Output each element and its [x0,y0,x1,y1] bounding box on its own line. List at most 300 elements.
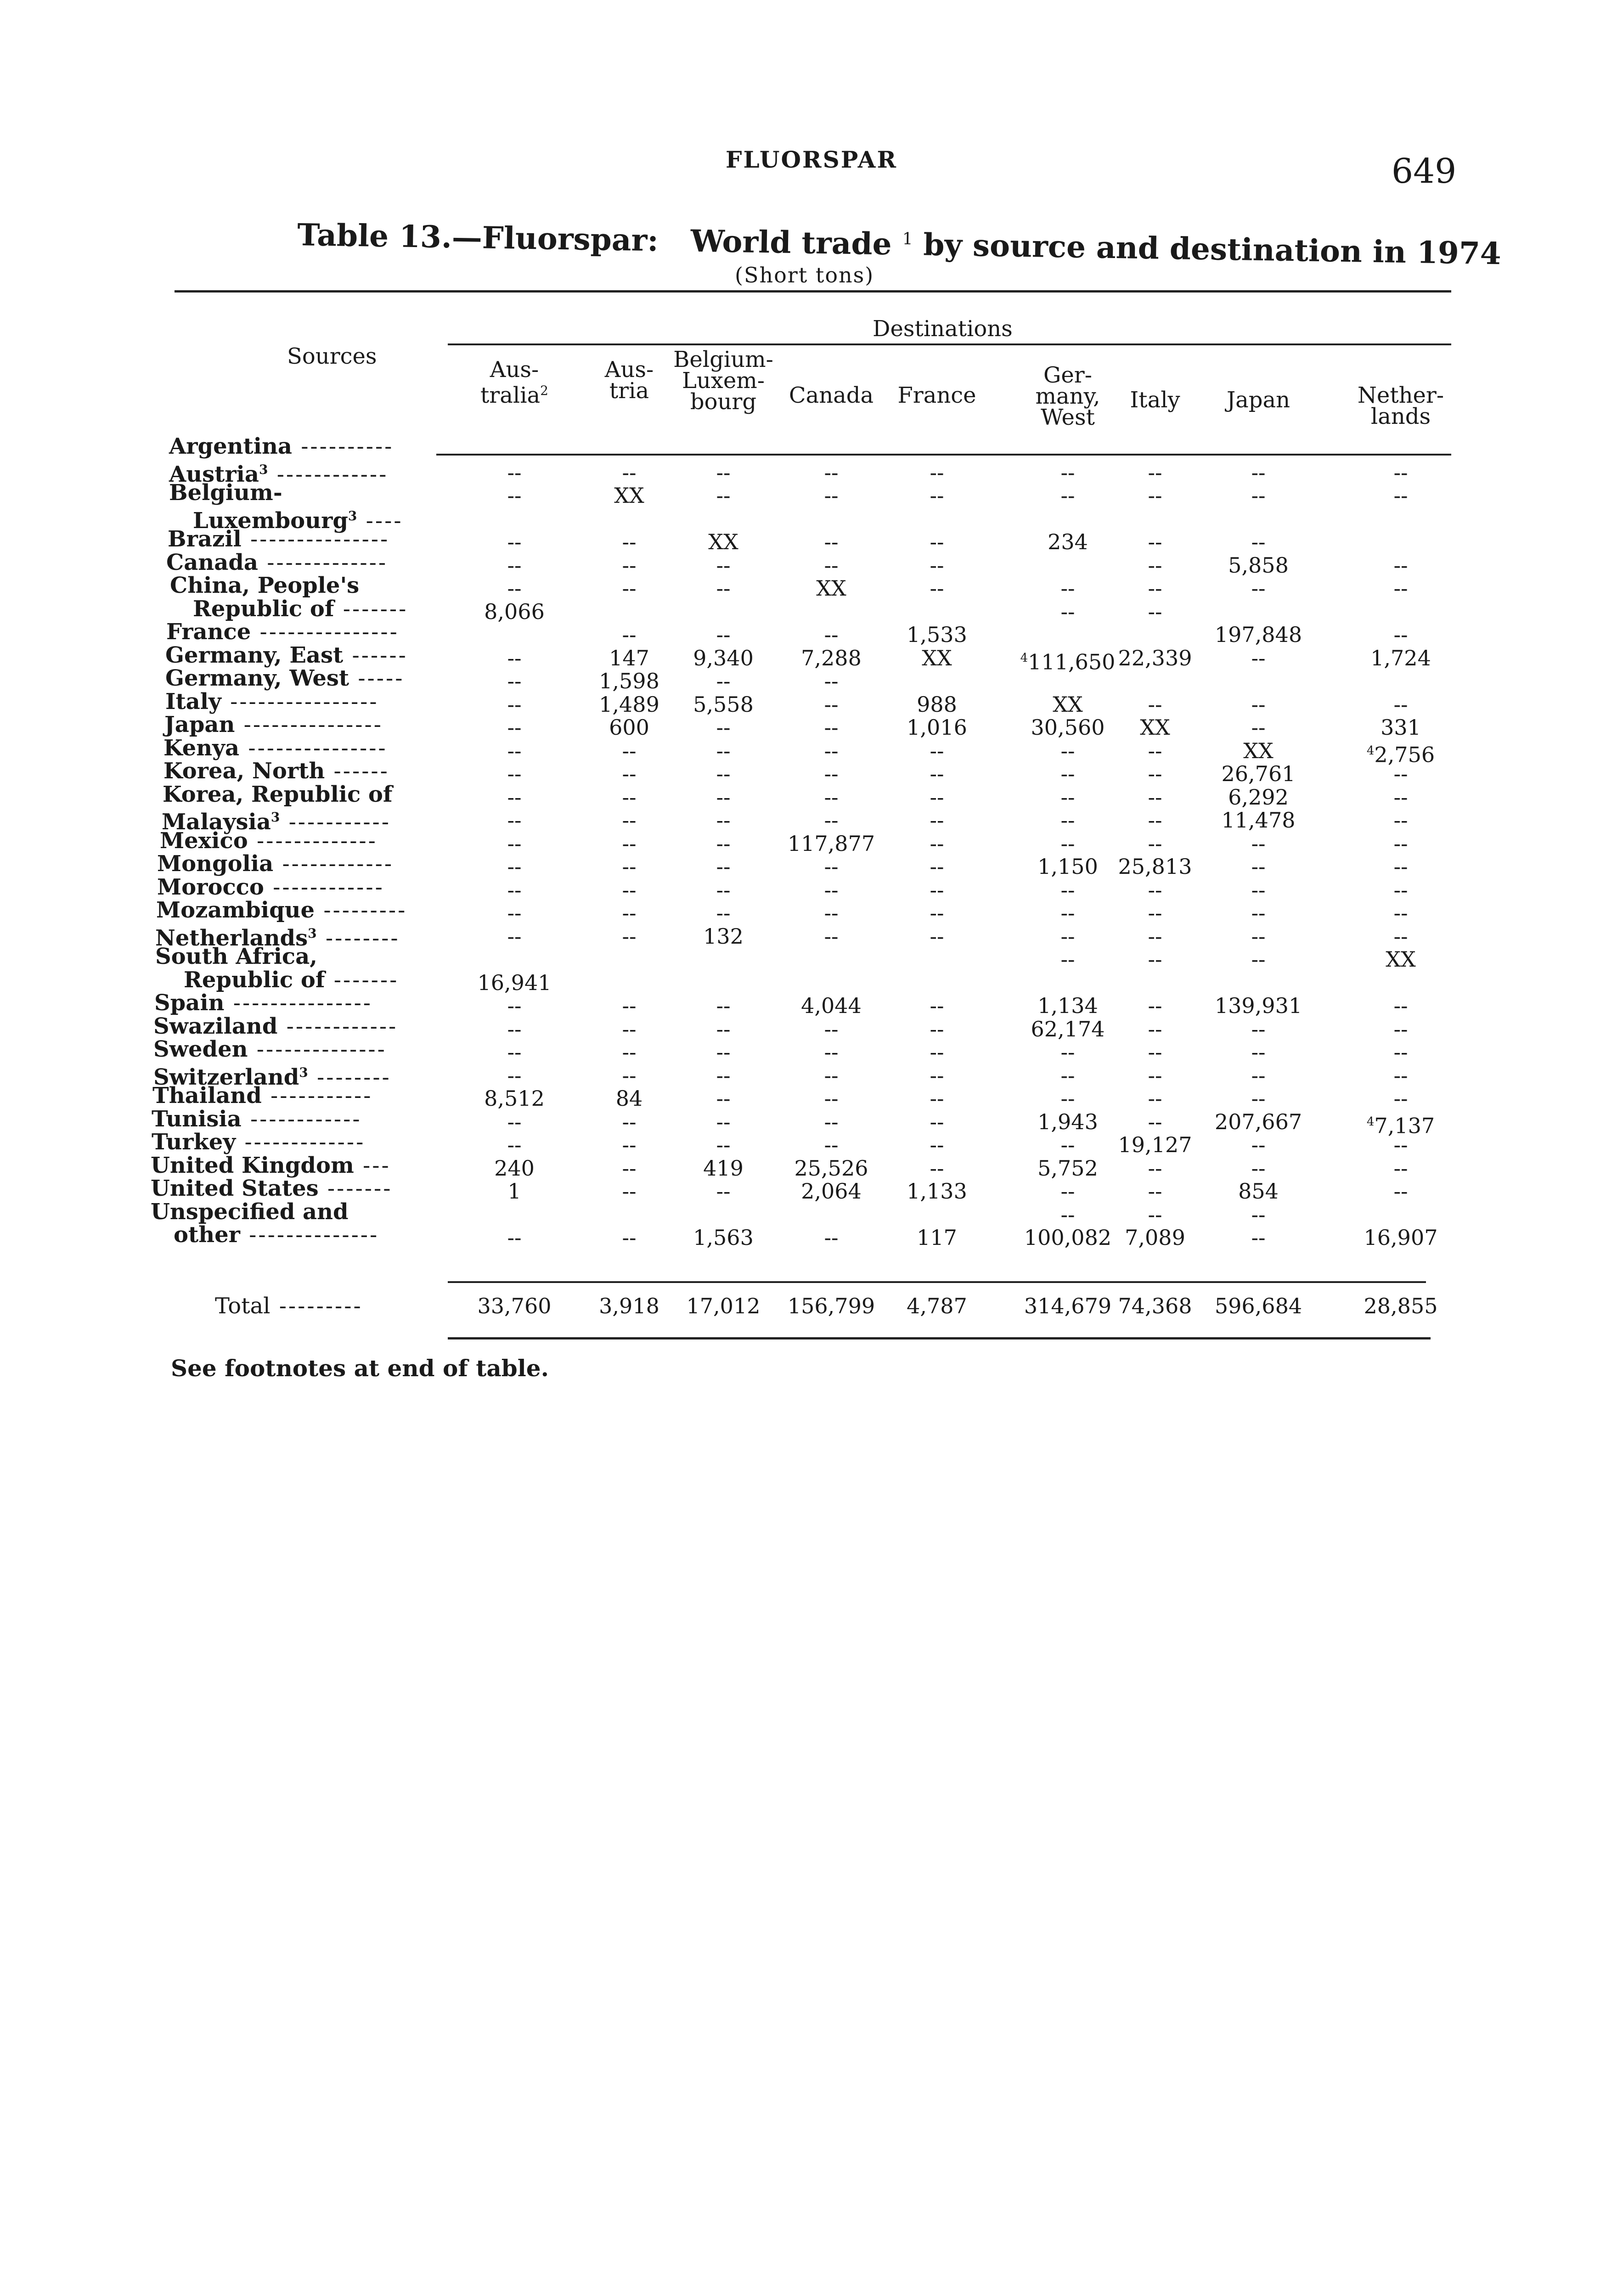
table-cell: -- [622,622,637,647]
row-label: Total --------- [215,1293,363,1319]
table-cell: -- [716,1086,731,1111]
table-title-footnote: 1 [902,229,913,249]
table-cell: -- [716,715,731,740]
table-cell: -- [1251,646,1266,670]
table-cell: -- [716,993,731,1018]
row-label: Republic of ------- [184,967,399,993]
table-cell: -- [1251,715,1266,740]
table-cell: XX [1140,715,1170,740]
table-cell: -- [507,1109,522,1134]
table-cell: -- [1060,947,1075,972]
table-cell: -- [622,1017,637,1041]
table-cell: -- [622,808,637,833]
table-cell: -- [1148,483,1162,508]
table-cell: -- [507,646,522,670]
table-cell: -- [1393,831,1408,856]
table-cell: -- [1060,808,1075,833]
row-label: Korea, North ------ [163,758,389,784]
sources-header: Sources [287,343,377,369]
table-cell: -- [622,1040,637,1064]
table-cell: -- [1148,785,1162,810]
table-cell: -- [507,993,522,1018]
table-cell: -- [716,854,731,879]
table-cell: 4,044 [801,993,862,1018]
row-label: Luxembourg$^3$ ---- [193,508,403,534]
table-cell: -- [716,831,731,856]
table-cell: -- [1251,831,1266,856]
table-cell: -- [1393,1179,1408,1204]
table-cell: 1,016 [907,715,967,740]
table-cell: $^4$2,756 [1366,742,1435,767]
table-cell: 6,292 [1228,785,1289,810]
table-cell: $^4$111,650 [1020,649,1116,675]
row-label: Japan --------------- [164,712,383,737]
table-cell: -- [622,831,637,856]
row-label: South Africa, [155,944,317,969]
table-cell: 234 [1048,529,1088,554]
table-cell: 988 [917,692,957,717]
table-cell: -- [824,878,839,902]
table-cell: -- [1148,1086,1162,1111]
table-cell: -- [930,1017,944,1041]
table-cell: -- [507,878,522,902]
table-cell: -- [1251,1086,1266,1111]
table-cell: -- [1060,831,1075,856]
table-cell: XX [922,646,952,670]
table-cell: -- [824,715,839,740]
table-cell: -- [1251,483,1266,508]
table-cell: -- [1251,529,1266,554]
table-cell: -- [1393,1040,1408,1064]
rule-top [175,290,1451,293]
table-cell: 22,339 [1118,646,1192,670]
table-cell: -- [1060,878,1075,902]
running-head: FLUORSPAR [725,146,898,173]
table-cell: -- [622,738,637,763]
table-cell: -- [1251,1225,1266,1250]
table-cell: 1 [507,1179,521,1204]
table-cell: -- [1060,738,1075,763]
table-cell: -- [1148,576,1162,601]
table-cell: -- [824,483,839,508]
table-cell: -- [1148,924,1162,949]
table-cell: 7,089 [1125,1225,1185,1250]
table-cell: -- [824,1109,839,1134]
table-cell: 419 [703,1156,744,1181]
table-cell: -- [1060,1179,1075,1204]
table-cell: -- [824,785,839,810]
table-cell: 16,907 [1364,1225,1438,1250]
table-cell: -- [507,715,522,740]
table-cell: 1,598 [599,669,659,693]
table-cell: -- [716,483,731,508]
table-cell: 139,931 [1214,993,1302,1018]
row-label: Switzerland$^3$ -------- [153,1064,391,1090]
row-label: Turkey ------------- [152,1129,366,1155]
table-cell: -- [930,553,944,578]
table-cell: -- [1060,1040,1075,1064]
table-cell: -- [930,831,944,856]
table-cell: -- [1060,1086,1075,1111]
table-cell: -- [1148,553,1162,578]
table-cell: 1,533 [907,622,967,647]
table-cell: -- [622,553,637,578]
page-number: 649 [1392,152,1457,191]
table-cell: 16,941 [477,970,552,995]
table-cell: -- [1393,622,1408,647]
column-header: Ger- many, West [1035,362,1100,430]
table-cell: -- [507,1063,522,1088]
table-cell: -- [930,1109,944,1134]
column-header: Canada [789,383,874,408]
row-label: Canada ------------- [166,550,388,575]
row-label: Unspecified and [151,1199,349,1225]
table-cell: -- [507,483,522,508]
table-cell: -- [507,761,522,786]
table-cell: 156,799 [787,1294,875,1318]
row-label: United Kingdom --- [151,1153,391,1178]
rule-destinations [448,343,1451,345]
table-cell: -- [1060,900,1075,925]
row-label: Sweden -------------- [153,1036,387,1062]
row-label: China, People's [170,573,360,598]
table-cell: 84 [615,1086,643,1111]
table-cell: -- [1393,878,1408,902]
table-cell: -- [1251,900,1266,925]
table-cell: -- [622,576,637,601]
table-cell: -- [824,738,839,763]
row-label: Mexico ------------- [160,828,378,854]
table-cell: -- [1393,1063,1408,1088]
table-cell: -- [1148,1063,1162,1088]
table-cell: 1,724 [1370,646,1431,670]
table-cell: -- [1060,599,1075,624]
table-cell: -- [824,460,839,485]
table-cell: 7,288 [801,646,862,670]
table-cell: -- [824,1017,839,1041]
table-cell: -- [507,1040,522,1064]
table-cell: 147 [609,646,649,670]
table-cell: -- [1393,924,1408,949]
table-cell: 30,560 [1031,715,1105,740]
table-cell: -- [716,553,731,578]
table-cell: -- [507,854,522,879]
table-cell: 9,340 [693,646,754,670]
table-cell: -- [1148,947,1162,972]
table-cell: -- [930,483,944,508]
table-cell: -- [1060,924,1075,949]
table-cell: -- [1148,1109,1162,1134]
table-cell: -- [1251,460,1266,485]
table-cell: -- [1393,460,1408,485]
rule-bottom [448,1337,1431,1339]
table-cell: -- [507,1225,522,1250]
table-cell: -- [930,738,944,763]
table-cell: -- [716,1179,731,1204]
row-label: Tunisia ------------ [152,1106,362,1132]
table-cell: XX [1243,738,1274,763]
table-cell: -- [507,576,522,601]
row-label: Morocco ------------ [157,874,384,900]
table-cell: -- [622,878,637,902]
table-cell: 4,787 [907,1294,967,1318]
table-cell: -- [1393,483,1408,508]
table-cell: 25,526 [794,1156,868,1181]
table-cell: 207,667 [1214,1109,1302,1134]
table-cell: 2,064 [801,1179,862,1204]
table-cell: -- [1060,1202,1075,1227]
table-cell: -- [716,785,731,810]
table-cell: -- [716,1017,731,1041]
destinations-header: Destinations [873,316,1013,342]
table-cell: 1,563 [693,1225,754,1250]
table-cell: 117,877 [787,831,875,856]
table-cell: -- [507,900,522,925]
table-cell: -- [507,529,522,554]
table-cell: -- [824,808,839,833]
table-cell: -- [930,1063,944,1088]
table-cell: -- [1060,761,1075,786]
table-cell: 62,174 [1031,1017,1105,1041]
row-label: Belgium- [169,480,282,506]
table-cell: 8,066 [484,599,545,624]
table-cell: -- [1148,993,1162,1018]
table-cell: -- [930,529,944,554]
table-cell: -- [1251,576,1266,601]
table-cell: -- [622,1225,637,1250]
table-cell: -- [930,460,944,485]
row-label: Malaysia$^3$ ----------- [162,809,391,835]
table-cell: 28,855 [1364,1294,1438,1318]
row-label: Argentina ---------- [169,433,394,459]
table-cell: -- [824,669,839,693]
table-cell: -- [507,808,522,833]
table-units: (Short tons) [735,263,874,287]
table-cell: -- [1148,1202,1162,1227]
table-cell: -- [716,738,731,763]
table-cell: -- [1393,854,1408,879]
table-cell: -- [622,924,637,949]
table-cell: -- [1148,831,1162,856]
table-cell: -- [824,692,839,717]
table-cell: -- [930,785,944,810]
row-label: Kenya --------------- [163,735,388,761]
table-cell: 5,752 [1037,1156,1098,1181]
table-cell: -- [1393,808,1408,833]
column-header: Italy [1130,387,1180,413]
table-cell: -- [1148,878,1162,902]
table-cell: -- [716,761,731,786]
table-title-rest: by source and destination in 1974 [923,226,1502,272]
table-cell: -- [1393,576,1408,601]
row-label: Italy ---------------- [165,689,379,715]
table-cell: 3,918 [599,1294,659,1318]
table-cell: XX [614,483,644,508]
table-cell: 117 [917,1225,957,1250]
table-cell: -- [930,993,944,1018]
table-cell: -- [930,878,944,902]
column-header: Nether- lands [1357,383,1444,429]
table-cell: -- [1251,692,1266,717]
table-cell: -- [824,529,839,554]
table-cell: -- [1393,1086,1408,1111]
table-cell: -- [824,553,839,578]
table-cell: -- [1148,529,1162,554]
table-cell: -- [930,808,944,833]
table-cell: -- [622,1063,637,1088]
table-cell: -- [622,1179,637,1204]
table-cell: -- [930,924,944,949]
table-cell: $^4$7,137 [1366,1113,1435,1138]
row-label: Brazil --------------- [168,526,390,552]
table-cell: -- [1148,1179,1162,1204]
table-cell: -- [824,1225,839,1250]
table-cell: -- [1148,599,1162,624]
table-cell: -- [1148,1156,1162,1181]
table-cell: -- [716,622,731,647]
table-cell: -- [622,761,637,786]
table-cell: -- [930,761,944,786]
table-cell: 600 [609,715,649,740]
table-cell: -- [930,854,944,879]
table-cell: -- [622,1109,637,1134]
table-cell: -- [507,924,522,949]
table-cell: 331 [1381,715,1421,740]
table-cell: -- [824,1132,839,1157]
table-cell: 25,813 [1118,854,1192,879]
table-cell: XX [1053,692,1083,717]
table-cell: -- [507,785,522,810]
table-cell: -- [1148,761,1162,786]
table-cell: -- [1251,924,1266,949]
table-cell: -- [622,1156,637,1181]
row-label: Republic of ------- [193,596,408,622]
table-cell: -- [1148,460,1162,485]
table-title-label: Table 13.—Fluorspar: [297,217,659,259]
table-cell: -- [824,1086,839,1111]
table-cell: -- [1393,1156,1408,1181]
table-cell: -- [716,1132,731,1157]
table-cell: -- [1393,761,1408,786]
table-cell: 8,512 [484,1086,545,1111]
table-cell: -- [1393,993,1408,1018]
table-cell: -- [1393,553,1408,578]
table-cell: 240 [494,1156,535,1181]
table-cell: -- [1251,1132,1266,1157]
column-header: Aus- tria [604,357,654,404]
table-cell: 19,127 [1118,1132,1192,1157]
row-label: United States ------- [151,1176,393,1201]
rule-total-top [448,1281,1426,1283]
table-cell: -- [1060,483,1075,508]
table-cell: -- [716,1109,731,1134]
table-cell: -- [1148,808,1162,833]
table-cell: -- [1251,854,1266,879]
table-cell: 26,761 [1221,761,1296,786]
table-cell: -- [824,622,839,647]
table-cell: 33,760 [477,1294,552,1318]
table-cell: 5,858 [1228,553,1289,578]
table-cell: -- [1251,947,1266,972]
table-cell: 74,368 [1118,1294,1192,1318]
table-cell: -- [622,993,637,1018]
table-cell: XX [816,576,846,601]
row-label: Netherlands$^3$ -------- [155,925,400,951]
table-cell: -- [1251,1040,1266,1064]
table-cell: -- [824,854,839,879]
row-label: Swaziland ------------ [153,1013,398,1039]
table-cell: -- [1148,1040,1162,1064]
table-cell: -- [716,576,731,601]
row-label: Mongolia ------------ [157,851,394,877]
table-cell: -- [930,576,944,601]
row-label: Korea, Republic of [163,782,393,807]
table-cell: -- [507,831,522,856]
table-cell: 197,848 [1214,622,1302,647]
table-cell: -- [1393,785,1408,810]
table-cell: 1,133 [907,1179,967,1204]
column-header: Japan [1226,387,1291,413]
table-cell: 1,150 [1037,854,1098,879]
table-cell: 1,489 [599,692,659,717]
table-cell: -- [622,1132,637,1157]
table-cell: -- [716,878,731,902]
table-title [297,217,1502,271]
column-header: Belgium- Luxem- bourg [673,347,773,415]
table-cell: 854 [1238,1179,1279,1204]
table-cell: -- [1060,460,1075,485]
table-cell: -- [507,692,522,717]
table-cell: 17,012 [686,1294,761,1318]
table-cell: 1,134 [1037,993,1098,1018]
table-cell: -- [824,1040,839,1064]
table-cell: -- [622,854,637,879]
table-cell: -- [1393,1132,1408,1157]
table-cell: -- [930,900,944,925]
table-cell: XX [708,529,738,554]
table-cell: 314,679 [1024,1294,1112,1318]
column-header: France [897,383,976,408]
table-cell: -- [1060,576,1075,601]
row-label: Germany, East ------ [165,642,408,668]
table-cell: 11,478 [1221,808,1296,833]
table-cell: -- [507,1017,522,1041]
table-cell: XX [1386,947,1416,972]
table-cell: 100,082 [1024,1225,1112,1250]
rule-header-bottom [436,454,1451,456]
table-cell: -- [716,460,731,485]
table-cell: -- [1148,692,1162,717]
table-cell: -- [1251,1202,1266,1227]
row-label: Austria$^3$ ------------ [169,461,389,487]
footnote-note: See footnotes at end of table. [171,1355,549,1382]
table-cell: -- [716,1040,731,1064]
table-cell: -- [622,785,637,810]
table-cell: -- [1251,1063,1266,1088]
table-title-text: World trade [690,223,892,262]
table-cell: -- [1393,900,1408,925]
table-cell: -- [1251,1017,1266,1041]
table-cell: 596,684 [1214,1294,1302,1318]
row-label: Thailand ----------- [152,1083,373,1109]
row-label: Spain --------------- [154,990,373,1016]
row-label: Germany, West ----- [165,665,405,691]
table-cell: -- [507,553,522,578]
table-cell: -- [1148,738,1162,763]
table-cell: -- [507,669,522,693]
table-cell: -- [1148,900,1162,925]
table-cell: -- [1060,1063,1075,1088]
